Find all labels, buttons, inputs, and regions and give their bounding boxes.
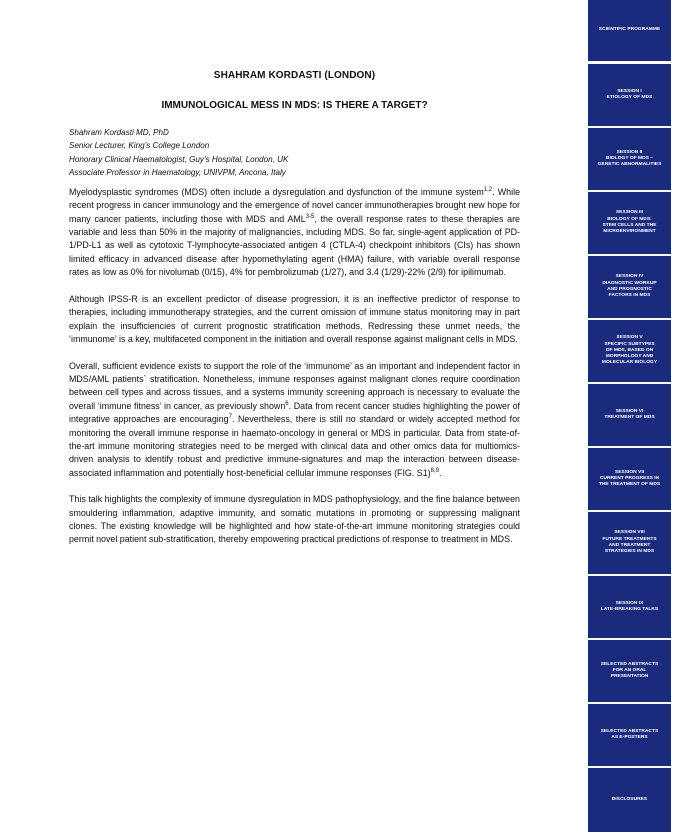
paragraph-1: Myelodysplastic syndromes (MDS) often include a dysregulation and dysfunction of the immune system$^{1,2}$. While recent progress in cancer immunology and the emergence of novel cancer immunotherapies brought new hope for many cancer patients, including those with MDS and AML$^{3-5}$, the overall response rates to these therapies are variable and less than 50% in the majority of malignancies, including MDS. So far, single-agent application of PD-1/PD-L1 as well as cytotoxic T-lymphocyte-associated antigen 4 (CTLA-4) checkpoint inhibitors (CIs) has shown limited efficacy in advanced disease after hypomethylating agent (HMA) failure, with variable overall response rates as low as 0% for nivolumab (0/15), 4% for pembrolizumab (1/27), and 3.4 (1/29)-22% (2/9) for ipilimumab.: [69, 187, 520, 278]
nav-session-9[interactable]: SESSION IX LATE-BREAKING TALKS: [588, 576, 671, 638]
nav-selected-abstracts-oral[interactable]: SELECTED ABSTRACTS FOR AN ORAL PRESENTATION: [588, 640, 671, 702]
reference-sup: 6: [285, 400, 289, 407]
talk-title: IMMUNOLOGICAL MESS IN MDS: IS THERE A TARGET?: [161, 100, 428, 111]
reference-sup: 1,2: [483, 187, 493, 194]
author-name: Shahram Kordasti MD, PhD: [69, 128, 169, 137]
speaker-name: SHAHRAM KORDASTI (LONDON): [213, 70, 376, 81]
paragraph-2: Although IPSS-R is an excellent predictor of disease progression, it is an ineffective predictor of response to therapies, including immunotherapy strategies, and the current omission of immune status monitoring may in part explain the insufficiencies of current prognostic stratification methods. Redressing these unmet needs, the ‘immunome’ is a key, multifaceted component in the initiation and overall response against malignant cells in MDS.: [69, 293, 520, 344]
reference-sup: 3-5: [305, 213, 315, 220]
nav-selected-abstracts-eposters[interactable]: SELECTED ABSTRACTS AS E-POSTERS: [588, 704, 671, 766]
nav-session-8[interactable]: SESSION VIII FUTURE TREATMENTS AND TREATMENT STRATEGIES IN MDS: [588, 512, 671, 574]
nav-session-1[interactable]: SESSION I ETIOLOGY OF MDS: [588, 64, 671, 126]
abstract-body: [69, 186, 520, 560]
nav-session-4[interactable]: SESSION IV DIAGNOSTIC WORKUP AND PROGNOSTIC FACTORS IN MDS: [588, 256, 671, 318]
sidebar-nav: [588, 0, 671, 832]
paragraph-3: Overall, sufficient evidence exists to support the role of the ‘immunome’ as an important and independent factor in MDS/AML patients` stratification. Nonetheless, immune responses against malignant clones require coordination between cell types and across tissues, and a systems immunity screening approach is necessary to evaluate the overall ‘immune fitness’ in cancer, as previously shown$^6$. Data from recent cancer studies highlighting the power of integrative approaches are encouraging$^7$. Nevertheless, there is still no standard or widely accepted method for monitoring the overall immune response in haemato-oncology in general or MDS in particular. Data from state-of-the-art immune monitoring strategies need to be merged with clinical data and other omics data for multiomics-driven analysis to identify robust and predictive immune-signatures and map the interaction between disease-associated inflammation and potentially host-beneficial cellular immune responses (FIG. S1)$^{8,9}$.: [69, 360, 521, 478]
reference-sup: 7: [228, 414, 232, 421]
affiliation-line: Associate Professor in Haematology, UNIVPM, Ancona, Italy: [69, 168, 286, 178]
nav-scientific-programme[interactable]: SCIENTIFIC PROGRAMME: [588, 0, 671, 61]
nav-session-3[interactable]: SESSION III BIOLOGY OF MDS: STEM CELLS AND THE MICROENVIRONMENT: [588, 192, 671, 254]
nav-session-7[interactable]: SESSION VII CURRENT PROGRESS IN THE TREATMENT OF MDS: [588, 448, 671, 510]
paragraph-4: This talk highlights the complexity of immune dysregulation in MDS pathophysiology, and the fine balance between smouldering inflammation, adaptive immunity, and somatic mutations in promoting or suppressing malignant clones. The existing knowledge will be highlighted and how state-of-the-art immune monitoring strategies could permit novel patient sub-stratification, thereby empowering practical predictions of response to treatment in MDS.: [69, 494, 520, 545]
nav-session-6[interactable]: SESSION VI TREATMENT OF MDS: [588, 384, 671, 446]
reference-sup: 8,9: [430, 467, 439, 474]
nav-disclosures[interactable]: DISCLOSURES: [588, 768, 671, 832]
affiliation-block: [69, 126, 520, 180]
affiliation-line: Senior Lecturer, King’s College London: [69, 141, 210, 151]
affiliation-line: Honorary Clinical Haematologist, Guy’s Hospital, London, UK: [69, 154, 289, 164]
nav-session-5[interactable]: SESSION V SPECIFIC SUBTYPES OF MDS, BASED ON MORPHOLOGY AND MOLECULAR BIOLOGY: [588, 320, 671, 382]
nav-session-2[interactable]: SESSION II BIOLOGY OF MDS – GENETIC ABNORMALITIES: [588, 128, 671, 190]
